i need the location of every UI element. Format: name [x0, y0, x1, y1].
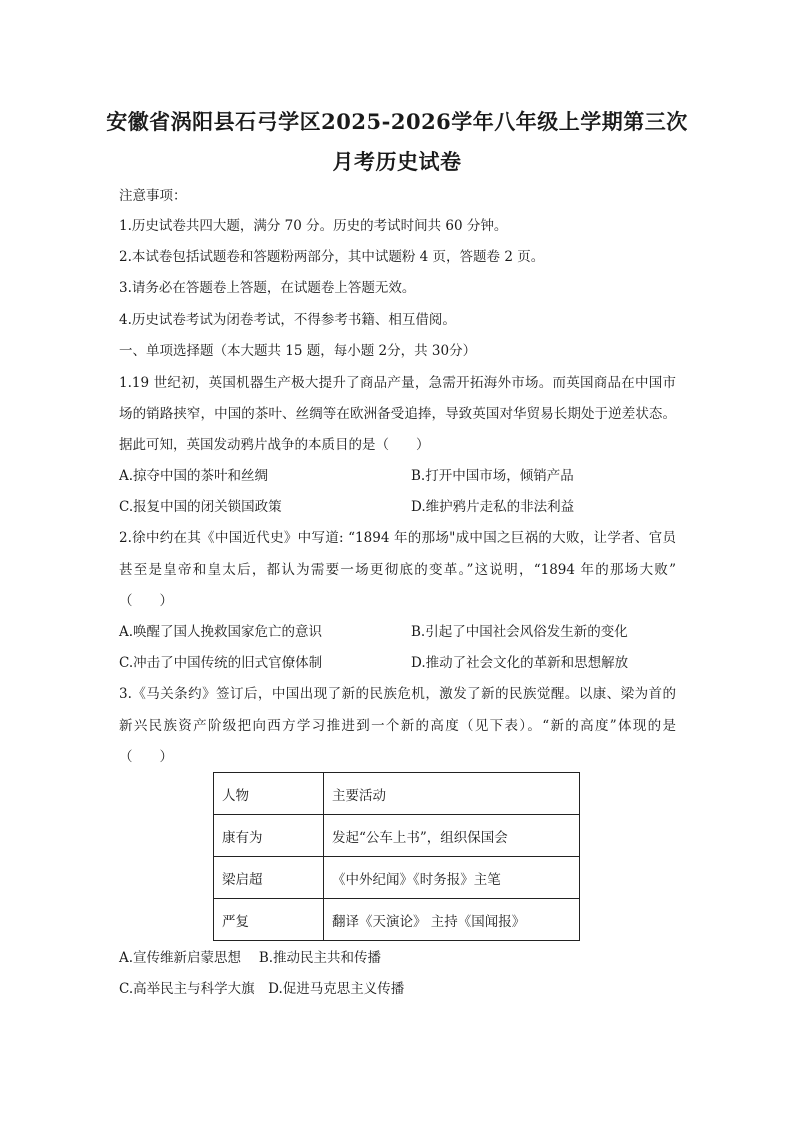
table-row [214, 857, 580, 899]
question-2-text: 甚至是皇帝和皇太后，都认为需要一场更彻底的变革。”这说明，“1894 年的那场大败” [119, 562, 676, 578]
question-3-text: 3.《马关条约》签订后，中国出现了新的民族危机，激发了新的民族觉醒。以康、梁为首的 [119, 686, 676, 702]
option-d[interactable]: D.推动了社会文化的革新和思想解放 [411, 655, 629, 671]
option-a[interactable]: A.掠夺中国的茶叶和丝绸 [119, 468, 269, 484]
table-header-cell: 人物 [214, 773, 324, 815]
exam-title-line2: 月考历史试卷 [332, 149, 462, 174]
exam-title: 安徽省涡阳县石弓学区2025-2026学年八年级上学期第三次 [106, 109, 688, 134]
notice-item: 2.本试卷包括试题卷和答题粉两部分，其中试题粉 4 页，答题卷 2 页。 [119, 249, 545, 265]
table-header-row [214, 773, 580, 815]
option-d[interactable]: D.维护鸦片走私的非法利益 [411, 499, 575, 515]
table-cell: 梁启超 [214, 857, 324, 899]
notice-item: 4.历史试卷考试为闭卷考试，不得参考书籍、相互借阅。 [119, 312, 456, 328]
table-cell: 《中外纪闻》《时务报》主笔 [324, 857, 580, 899]
question-1-text: 据此可知，英国发动鸦片战争的本质目的是（ ） [119, 437, 430, 453]
activities-table [213, 772, 580, 941]
option-b[interactable]: B.引起了中国社会风俗发生新的变化 [411, 624, 628, 640]
table-row [214, 899, 580, 941]
notice-heading: 注意事项： [119, 188, 187, 204]
table-cell: 严复 [214, 899, 324, 941]
option-c[interactable]: C.报复中国的闭关锁国政策 [119, 499, 282, 515]
question-3-text: （ ） [119, 749, 173, 765]
table-header-cell: 主要活动 [324, 773, 580, 815]
option-c[interactable]: C.冲击了中国传统的旧式官僚体制 [119, 655, 323, 671]
table-cell: 翻译《天演论》 主持《国闻报》 [324, 899, 580, 941]
question-3-options[interactable]: A.宣传维新启蒙思想 B.推动民主共和传播 [119, 950, 382, 966]
question-1-text: 场的销路挟窄，中国的茶叶、丝绸等在欧洲备受追捧，导致英国对华贸易长期处于逆差状态。 [119, 406, 676, 422]
table-cell: 发起“公车上书”，组织保国会 [324, 815, 580, 857]
question-2-text: 2.徐中约在其《中国近代史》中写道: “1894 年的那场"成中国之巨祸的大败，让学者、官员 [119, 530, 676, 546]
notice-item: 3.请务必在答题卷上答题，在试题卷上答题无效。 [119, 280, 416, 296]
question-3-options[interactable]: C.高举民主与科学大旗 D.促进马克思主义传播 [119, 981, 405, 997]
question-2-text: （ ） [119, 593, 173, 609]
notice-item: 1.历史试卷共四大题，满分 70 分。历史的考试时间共 60 分钟。 [119, 218, 508, 234]
question-3-text: 新兴民族资产阶级把向西方学习推进到一个新的高度（见下表）。“新的高度”体现的是 [119, 718, 676, 734]
question-1-text: 1.19 世纪初，英国机器生产极大提升了商品产量，急需开拓海外市场。而英国商品在中国市 [119, 375, 676, 391]
section-heading: 一、单项选择题（本大题共 15 题，每小题 2分，共 30分） [119, 343, 477, 359]
option-b[interactable]: B.打开中国市场，倾销产品 [411, 468, 574, 484]
option-a[interactable]: A.唤醒了国人挽救国家危亡的意识 [119, 624, 323, 640]
table-row [214, 815, 580, 857]
table-cell: 康有为 [214, 815, 324, 857]
